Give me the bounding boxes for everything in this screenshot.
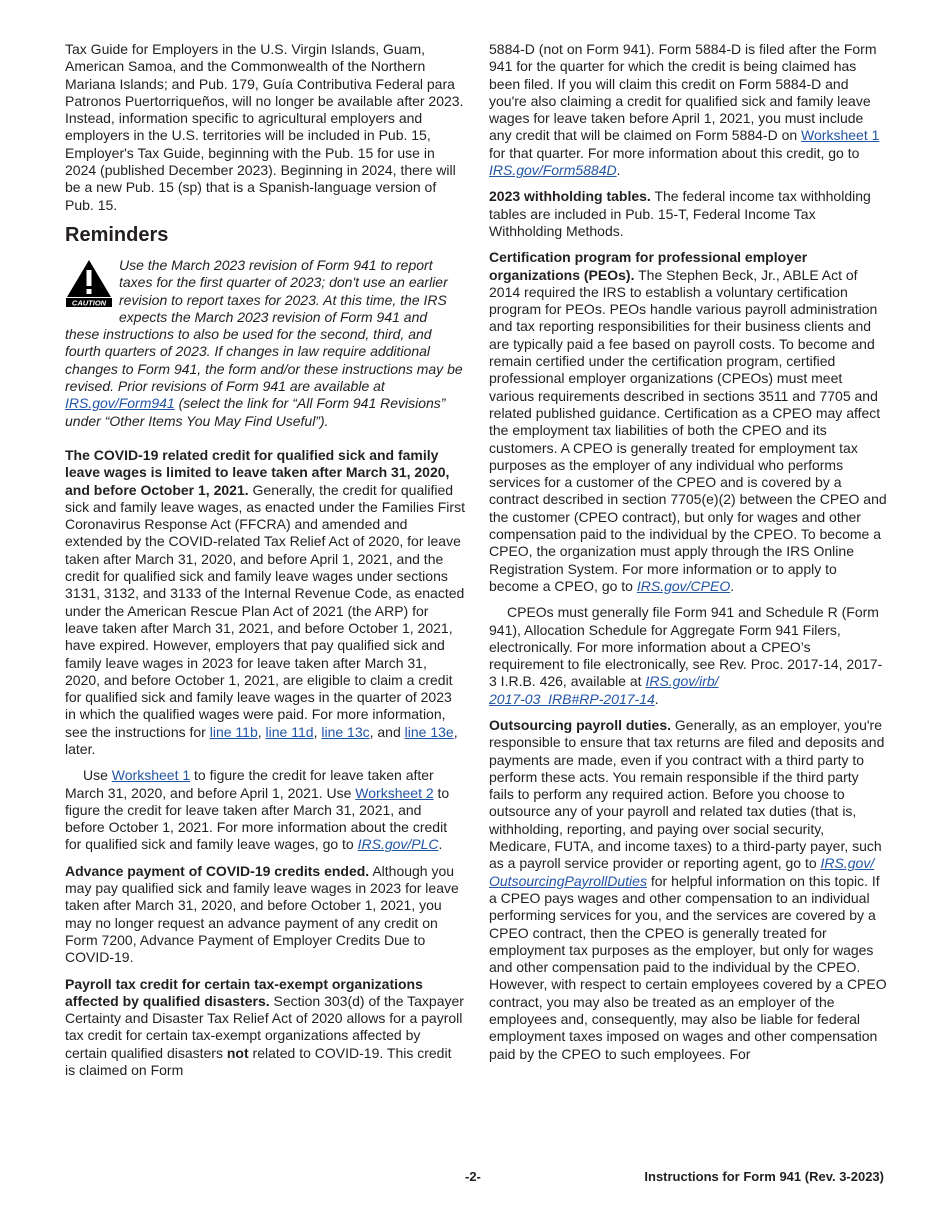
- covid-credit-paragraph: [65, 447, 465, 758]
- link-part: OutsourcingPayrollDuties: [489, 872, 647, 889]
- peo-heading: Certification program for professional employer organizations (PEOs).: [489, 249, 808, 283]
- link-line-13e[interactable]: line 13e: [404, 723, 454, 740]
- caution-text: Use the March 2023 revision of Form 941 to report taxes for the first quarter of 2023; don't use an earlier revision to report taxes for 2023. At this time, the IRS expects the March 2023 revision of Form 941 and these instructions to also be used for the second, third, and fourth quarters of 2023. If changes in law require additional changes to Form 941, the form and/or these instructions may be revised. Prior revisions of Form 941 are available at: [65, 256, 463, 395]
- paragraph-end: .: [730, 577, 735, 594]
- worksheet-text: to figure the credit for leave taken after March 31, 2020, and before April 1, 2021. Use: [65, 767, 434, 801]
- link-irs-form5884d[interactable]: IRS.gov/Form5884D: [489, 162, 617, 179]
- link-worksheet-1[interactable]: Worksheet 1: [801, 127, 880, 144]
- paragraph-end: .: [438, 836, 443, 853]
- withholding-body: The federal income tax withholding tables are included in Pub. 15-T, Federal Income Tax Withholding Methods.: [489, 188, 871, 239]
- paragraph-end: .: [654, 690, 659, 707]
- payroll-credit-emphasis: not: [226, 1044, 249, 1061]
- link-part: IRS.gov/: [820, 855, 875, 872]
- advance-payment-heading: Advance payment of COVID-19 credits ended.: [65, 862, 370, 879]
- link-irs-plc[interactable]: IRS.gov/PLC: [357, 836, 439, 853]
- caution-icon: [65, 259, 113, 307]
- payroll-credit-body-end: related to COVID-19. This credit is claimed on Form: [65, 1044, 452, 1079]
- link-worksheet-1[interactable]: Worksheet 1: [111, 767, 191, 784]
- peo-body: The Stephen Beck, Jr., ABLE Act of 2014 required the IRS to establish a voluntary certification program for PEOs. PEOs handle various payroll administration and tax reporting responsibilities for their business clients and are typically paid a fee based on payroll costs. To become and remain certified under the certification program, certified professional employer organizations (CPEOs) must meet various requirements described in sections 3511 and 7705 and related published guidance. Certification as a CPEO may affect the employment tax liabilities of both the CPEO and its customers. A CPEO is generally treated for employment tax purposes as the employer of any individual who performs services for a customer of the CPEO and is covered by a contract described in section 7705(e)(2) between the CPEO and the customer (CPEO contract), but only for wages and other compensation paid to the individual by the CPEO. To become a CPEO, the organization must apply through the IRS Online Registration System. For more information or to apply to become a CPEO, go to: [489, 266, 887, 594]
- reminders-heading: Reminders: [65, 223, 169, 246]
- page-number: -2-: [465, 1169, 481, 1184]
- continuation-text: for that quarter. For more information about this credit, go to: [489, 144, 860, 161]
- paragraph-end: .: [616, 162, 621, 179]
- continuation-paragraph: [489, 41, 887, 179]
- withholding-heading: 2023 withholding tables.: [489, 188, 651, 205]
- intro-paragraph: Tax Guide for Employers in the U.S. Virgin Islands, Guam, American Samoa, and the Commonwealth of the Northern Mariana Islands; and Pub. 179, Guía Contributiva Federal para Patronos Puertorriqueños, will no longer be available after 2023. Instead, information specific to agricultural employers and employers in the U.S. territories will be included in Pub. 15, Employer's Tax Guide, beginning with the Pub. 15 for use in 2024 (published December 2023). Beginning in 2024, there will be a new Pub. 15 (sp) that is a Spanish-language version of Pub. 15.: [65, 41, 464, 213]
- peo-paragraph: [489, 249, 887, 595]
- covid-credit-heading: The COVID-19 related credit for qualified sick and family leave wages is limited to leave taken after March 31, 2020, and before October 1, 2021.: [65, 446, 450, 498]
- link-irs-cpeo[interactable]: IRS.gov/CPEO: [636, 577, 731, 594]
- cpeo-filing-paragraph: [489, 604, 887, 708]
- link-irs-form941[interactable]: IRS.gov/Form941: [65, 395, 175, 412]
- continuation-text: 5884-D (not on Form 941). Form 5884-D is filed after the Form 941 for the quarter for which the credit is being claimed has been filed. If you will claim this credit on Form 5884-D and you're also claiming a credit for qualified sick and family leave wages for leave taken before April 1, 2021, you must include any credit that will be claimed on Form 5884-D on: [489, 41, 877, 144]
- outsourcing-heading: Outsourcing payroll duties.: [489, 716, 672, 733]
- advance-payment-paragraph: [65, 863, 465, 967]
- link-part: 2017-03_IRB#RP-2017-14: [489, 690, 655, 707]
- paragraph-end: , later.: [65, 723, 458, 757]
- left-column: [65, 41, 465, 1088]
- cpeo-filing-body: CPEOs must generally file Form 941 and Schedule R (Form 941), Allocation Schedule for Aggregate Form 941 Filers, electronically. For more information about a CPEO’s requirement to file electronically, see Rev. Proc. 2017-14, 2017-3 I.R.B. 426, available at: [489, 604, 883, 690]
- link-worksheet-2[interactable]: Worksheet 2: [355, 784, 434, 801]
- caution-text-after: (select the link for “All Form 941 Revisions” under “Other Items You May Find Useful”).: [65, 395, 446, 429]
- right-column: [489, 41, 887, 1072]
- worksheet-paragraph: [65, 767, 465, 853]
- link-part: IRS.gov/irb/: [645, 673, 719, 690]
- payroll-credit-heading: Payroll tax credit for certain tax-exempt organizations affected by qualified disasters.: [65, 975, 423, 1009]
- caution-icon-label: CAUTION: [71, 298, 107, 307]
- payroll-credit-body: Section 303(d) of the Taxpayer Certainty and Disaster Tax Relief Act of 2020 allows for a payroll tax credit for certain tax-exempt organizations affected by certain qualified disasters: [65, 992, 464, 1061]
- outsourcing-body-continued: for helpful information on this topic. If a CPEO pays wages and other compensation to an individual performing services for you, and the services are covered by a CPEO contract, then the CPEO is generally treated for employment tax purposes as the employer, but only for wages and other compensation paid to the individual by the CPEO. However, with respect to certain employees covered by a CPEO contract, you may also be treated as an employer of the employees and, consequently, may also be liable for federal employment taxes imposed on wages and other compensation paid by the CPEO to such employees. For: [489, 872, 887, 1062]
- payroll-credit-paragraph: [65, 976, 465, 1080]
- separator: ,: [257, 723, 262, 740]
- covid-credit-body: Generally, the credit for qualified sick and family leave wages, as enacted under the Families First Coronavirus Response Act (FFCRA) and amended and extended by the COVID-related Tax Relief Act of 2020, for leave taken after March 31, 2020, and before April 1, 2021, and the credit for qualified sick and family leave wages under sections 3131, 3132, and 3133 of the Internal Revenue Code, as enacted under the American Rescue Plan Act of 2021 (the ARP) for leave taken after March 31, 2021, and before October 1, 2021, have expired. However, employers that pay qualified sick and family leave wages in 2023 for leave taken after March 31, 2020, and before October 1, 2021, are eligible to claim a credit for qualified sick and family leave wages in the quarter of 2023 in which the qualified wages were paid. For more information, see the instructions for: [65, 481, 465, 740]
- withholding-paragraph: [489, 188, 887, 240]
- link-line-11d[interactable]: line 11d: [265, 723, 314, 740]
- separator: ,: [313, 723, 318, 740]
- link-line-11b[interactable]: line 11b: [209, 723, 258, 740]
- worksheet-text: Use: [83, 767, 108, 784]
- outsourcing-body: Generally, as an employer, you're responsible to ensure that tax returns are filed and deposits and payments are made, even if you contract with a third party to perform these acts. You remain responsible if the third party fails to perform any required action. Before you choose to outsource any of your payroll and related tax duties (that is, withholding, reporting, and paying over social security, Medicare, FUTA, and income taxes) to a third-party payer, such as a payroll service provider or reporting agent, go to: [489, 716, 885, 872]
- caution-note: [65, 257, 465, 430]
- separator: , and: [369, 723, 401, 740]
- document-title: Instructions for Form 941 (Rev. 3-2023): [644, 1169, 884, 1184]
- outsourcing-paragraph: [489, 717, 887, 1063]
- worksheet-text: to figure the credit for leave taken after March 31, 2021, and before October 1, 2021. For more information about the credit for qualified sick and family leave wages, go to: [65, 784, 450, 853]
- link-line-13c[interactable]: line 13c: [321, 723, 370, 740]
- advance-payment-body: Although you may pay qualified sick and family leave wages in 2023 for leave taken after March 31, 2020, and before October 1, 2021, you may no longer request an advance payment of any credit on Form 7200, Advance Payment of Employer Credits Due to COVID-19.: [65, 862, 459, 966]
